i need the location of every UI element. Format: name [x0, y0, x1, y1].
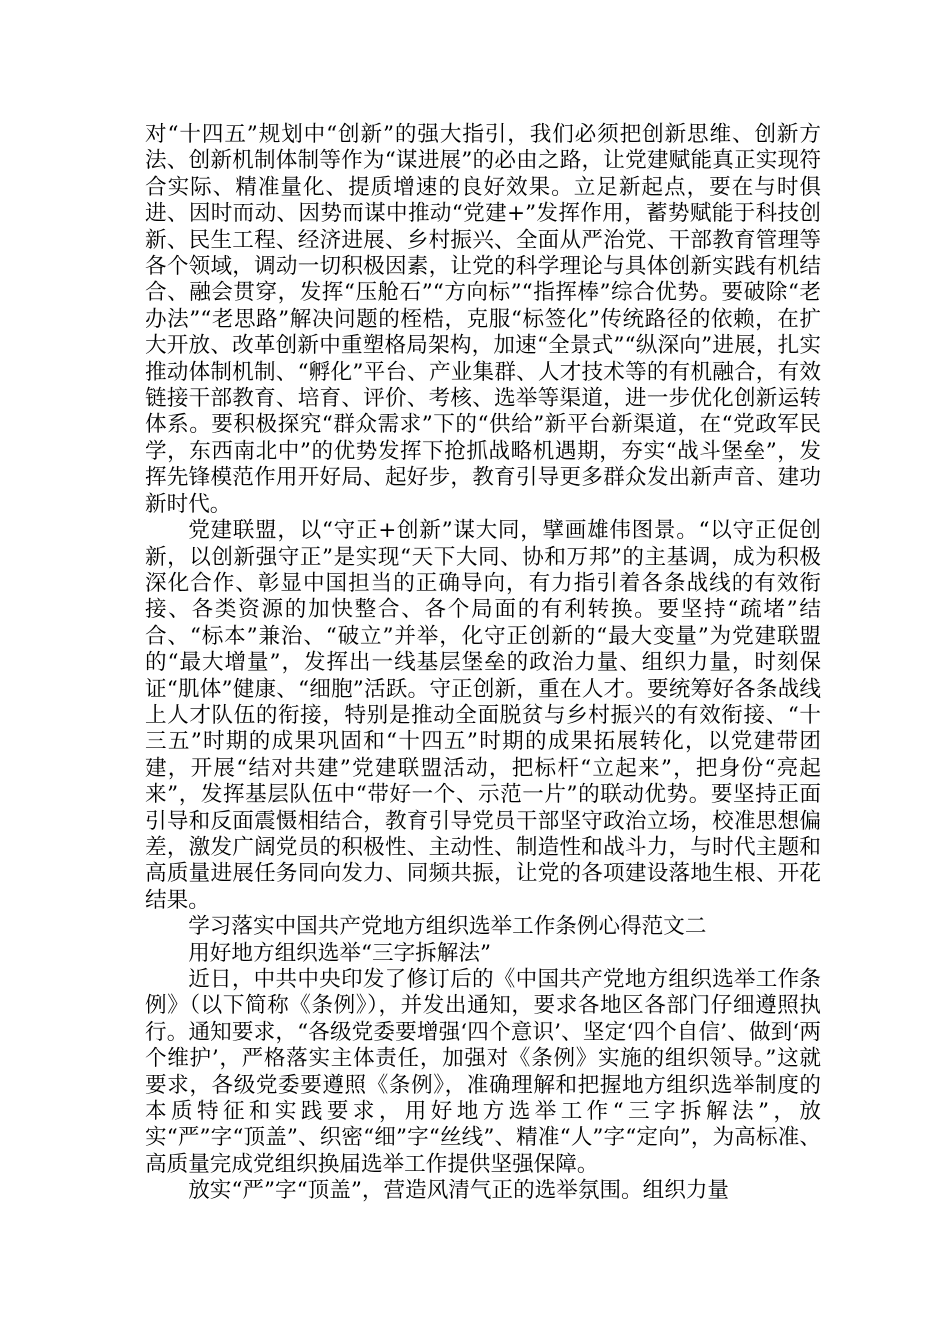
document-body	[145, 122, 821, 1205]
body-paragraph-2: 党建联盟，以“守正+创新”谋大同，擘画雄伟图景。“以守正促创新，以创新强守正”是实现“天下大同、协和万邦”的主基调，成为积极深化合作、彰显中国担当的正确导向，有力指引着各条战线的有效衔接、各类资源的加快整合、各个局面的有利转换。要坚持“疏堵”结合、“标本”兼治、“破立”并举，化守正创新的“最大变量”为党建联盟的“最大增量”，发挥出一线基层堡垒的政治力量、组织力量，时刻保证“肌体”健康、“细胞”活跃。守正创新，重在人才。要统筹好各条战线上人才队伍的衔接，特别是推动全面脱贫与乡村振兴的有效衔接、“十三五”时期的成果巩固和“十四五”时期的成果拓展转化，以党建带团建，开展“结对共建”党建联盟活动，把标杆“立起来”，把身份“亮起来”，发挥基层队伍中“带好一个、示范一片”的联动优势。要坚持正面引导和反面震慑相结合，教育引导党员干部坚守政治立场，校准思想偏差，激发广阔党员的积极性、主动性、制造性和战斗力，与时代主题和高质量进展任务同向发力、同频共振，让党的各项建设落地生根、开花结果。	[145, 518, 821, 913]
section-subheading: 用好地方组织选举“三字拆解法”	[188, 940, 491, 966]
body-paragraph-1: 对“十四五”规划中“创新”的强大指引，我们必须把创新思维、创新方法、创新机制体制等作为“谋进展”的必由之路，让党建赋能真正实现符合实际、精准量化、提质增速的良好效果。立足新起点，要在与时俱进、因时而动、因势而谋中推动“党建+”发挥作用，蓄势赋能于科技创新、民生工程、经济进展、乡村振兴、全面从严治党、干部教育管理等各个领域，调动一切积极因素，让党的科学理论与具体创新实践有机结合、融会贯穿，发挥“压舱石”“方向标”“指挥棒”综合优势。要破除“老办法”“老思路”解决问题的桎梏，克服“标签化”传统路径的依赖，在扩大开放、改革创新中重塑格局架构，加速“全景式”“纵深向”进展，扎实推动体制机制、“孵化”平台、产业集群、人才技术等的有机融合，有效链接干部教育、培育、评价、考核、选举等渠道，进一步优化创新运转体系。要积极探究“群众需求”下的“供给”新平台新渠道，在“党政军民学，东西南北中”的优势发挥下抢抓战略机遇期，夯实“战斗堡垒”，发挥先锋模范作用开好局、起好步，教育引导更多群众发出新声音、建功新时代。	[145, 122, 821, 517]
body-paragraph-3: 近日，中共中央印发了修订后的《中国共产党地方组织选举工作条例》（以下简称《条例》），并发出通知，要求各地区各部门仔细遵照执行。通知要求，“各级党委要增强‘四个意识’、坚定‘四个自信’、做到‘两个维护’，严格落实主体责任，加强对《条例》实施的组织领导。”这就要求，各级党委要遵照《条例》，准确理解和把握地方组织选举制度的本质特征和实践要求，用好地方选举工作“三字拆解法”，放实“严”字“顶盖”、织密“细”字“丝线”、精准“人”字“定向”，为高标准、高质量完成党组织换届选举工作提供坚强保障。	[145, 967, 821, 1177]
body-paragraph-4: 放实“严”字“顶盖”，营造风清气正的选举氛围。组织力量	[188, 1178, 730, 1204]
section-heading: 学习落实中国共产党地方组织选举工作条例心得范文二	[188, 914, 707, 940]
